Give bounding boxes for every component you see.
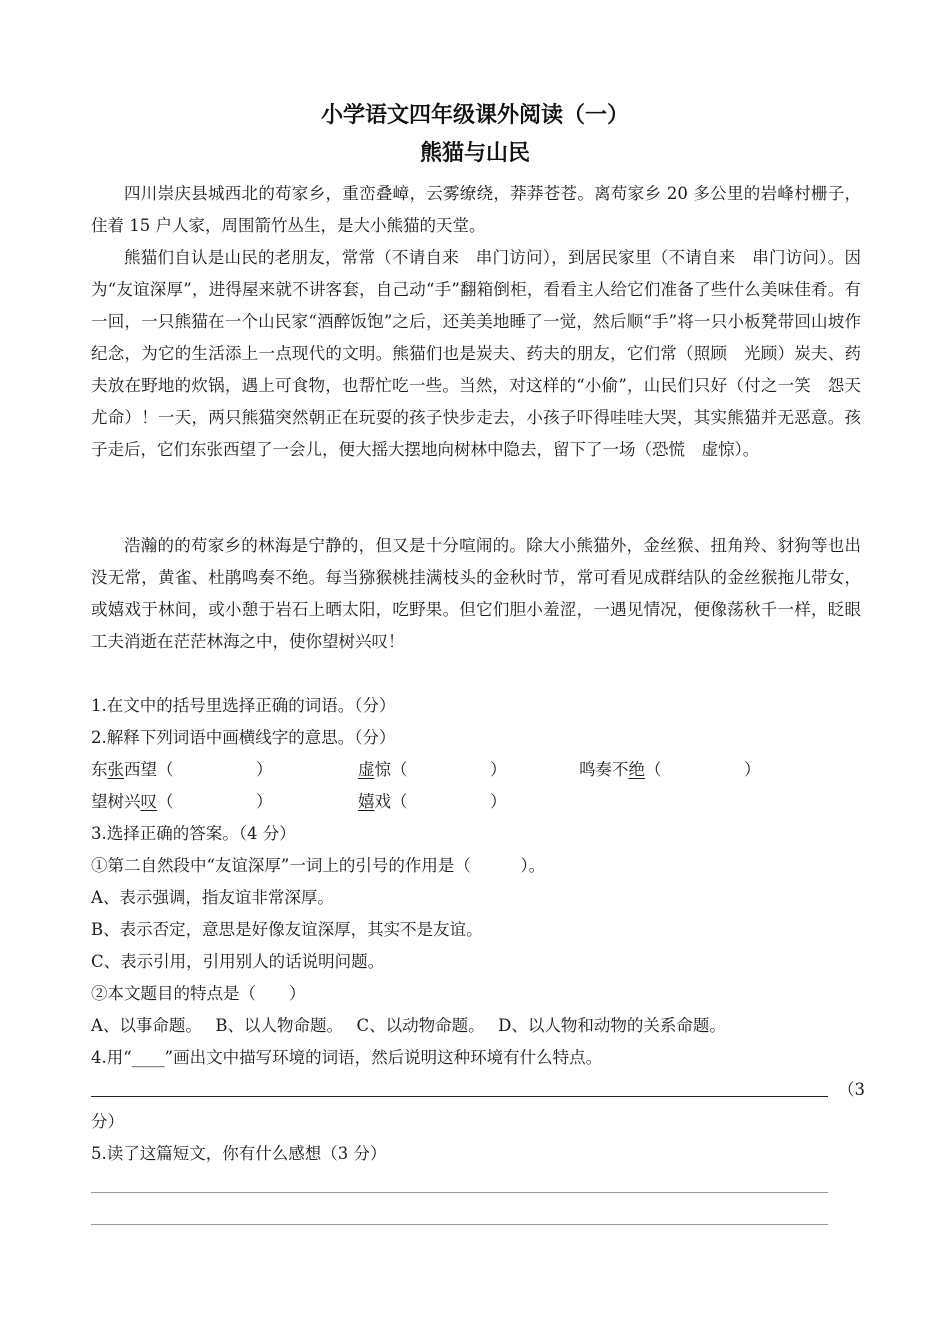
- question-3: 3.选择正确的答案。（4 分）: [91, 824, 296, 843]
- q2-item-2-post: 惊（ ）: [374, 760, 507, 779]
- q2-item-5-post: 戏（ ）: [374, 792, 507, 811]
- q2-item-3-pre: 鸣奏不: [579, 760, 629, 779]
- q2-item-1: [91, 754, 273, 786]
- question-5-answer-line-1[interactable]: [91, 1192, 828, 1193]
- question-3-1-option-c: C、表示引用，引用别人的话说明问题。: [91, 952, 385, 971]
- q2-item-5: [358, 786, 507, 818]
- question-3-1-option-b: B、表示否定，意思是好像友谊深厚，其实不是友谊。: [91, 920, 483, 939]
- question-3-2-options: A、以事命题。 B、以人物命题。 C、以动物命题。 D、以人物和动物的关系命题。: [91, 1016, 726, 1035]
- q2-item-1-pre: 东: [91, 760, 108, 779]
- question-4-score-b: 分）: [91, 1112, 124, 1131]
- passage-title: 熊猫与山民: [419, 141, 530, 166]
- question-1: 1.在文中的括号里选择正确的词语。（分）: [91, 696, 396, 715]
- q2-item-3-post: （ ）: [645, 760, 761, 779]
- question-4: 4.用“____”画出文中描写环境的词语，然后说明这种环境有什么特点。: [91, 1048, 603, 1067]
- q2-item-4-pre: 望树兴: [91, 792, 141, 811]
- q2-item-1-underlined: 张: [107, 760, 124, 779]
- question-3-2: ②本文题目的特点是（ ）: [91, 984, 306, 1003]
- q2-item-2-underlined: 虚: [358, 760, 375, 779]
- paragraph-1: 四川崇庆县城西北的苟家乡，重峦叠嶂，云雾缭绕，莽莽苍苍。离苟家乡 20 多公里的岩峰村栅子，住着 15 户人家，周围箭竹丛生，是大小熊猫的天堂。: [91, 184, 861, 235]
- q2-item-4-underlined: 叹: [140, 792, 157, 811]
- question-4-score-a: （3: [838, 1080, 865, 1099]
- question-4-answer-line[interactable]: [91, 1096, 828, 1097]
- paragraph-2: 熊猫们自认是山民的老朋友，常常（不请自来 串门访问），到居民家里（不请自来 串门访问）。因为“友谊深厚”，进得屋来就不讲客套，自己动“手”翻箱倒柜，看看主人给它们准备了些什么美味佳肴。有一回，一只熊猫在一个山民家“酒醉饭饱”之后，还美美地睡了一觉，然后顺“手”将一只小板凳带回山坡作纪念，为它的生活添上一点现代的文明。熊猫们也是炭夫、药夫的朋友，它们常（照顾 光顾）炭夫、药夫放在野地的炊锅，遇上可食物，也帮忙吃一些。当然，对这样的“小偷”，山民们只好（付之一笑 怨天尤命）！一天，两只熊猫突然朝正在玩耍的孩子快步走去，小孩子吓得哇哇大哭，其实熊猫并无恶意。孩子走后，它们东张西望了一会儿，便大摇大摆地向树林中隐去，留下了一场（恐慌 虚惊）。: [91, 248, 861, 459]
- question-2: 2.解释下列词语中画横线字的意思。（分）: [91, 728, 396, 747]
- question-3-1-option-a: A、表示强调，指友谊非常深厚。: [91, 888, 334, 907]
- question-3-1: ①第二自然段中“友谊深厚”一词上的引号的作用是（ ）。: [91, 856, 546, 875]
- page-title: 小学语文四年级课外阅读（一）: [320, 103, 629, 128]
- q2-item-3-underlined: 绝: [628, 760, 645, 779]
- q2-item-3: [579, 754, 761, 786]
- q2-item-1-post: 西望（ ）: [124, 760, 273, 779]
- q2-item-4: [91, 786, 273, 818]
- q2-item-4-post: （ ）: [157, 792, 273, 811]
- q2-item-2: [358, 754, 507, 786]
- question-5-answer-line-2[interactable]: [91, 1224, 828, 1225]
- q2-item-5-underlined: 嬉: [358, 792, 375, 811]
- paragraph-3: 浩瀚的的苟家乡的林海是宁静的，但又是十分喧闹的。除大小熊猫外，金丝猴、扭角羚、豺狗等也出没无常，黄雀、杜鹃鸣奏不绝。每当猕猴桃挂满枝头的金秋时节，常可看见成群结队的金丝猴拖儿带女，或嬉戏于林间，或小憩于岩石上晒太阳，吃野果。但它们胆小羞涩，一遇见情况，便像荡秋千一样，眨眼工夫消逝在茫茫林海之中，使你望树兴叹！: [91, 536, 861, 651]
- question-5: 5.读了这篇短文，你有什么感想（3 分）: [91, 1144, 387, 1163]
